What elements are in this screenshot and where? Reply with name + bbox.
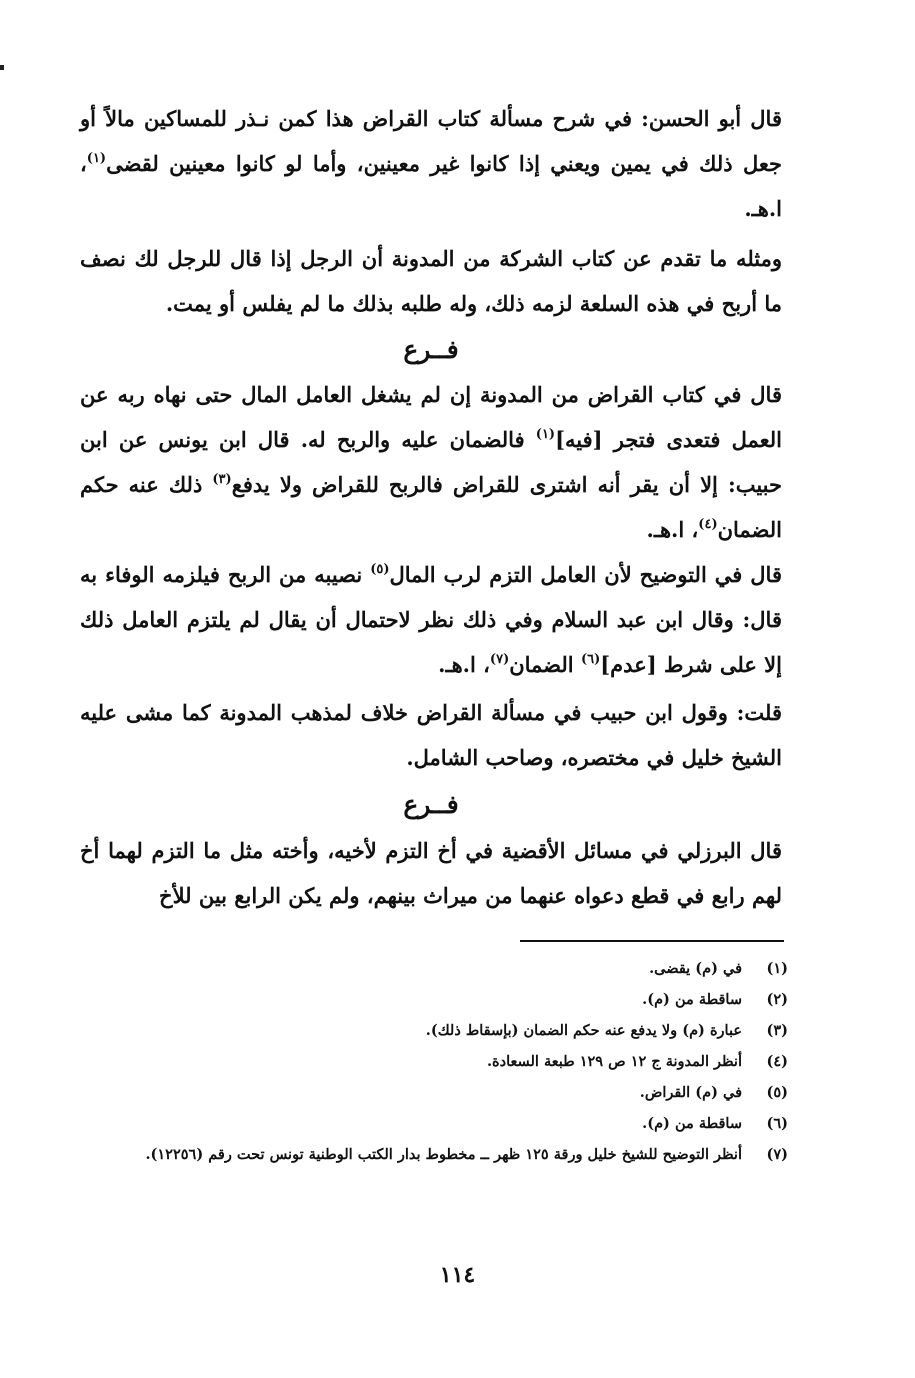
footnote-separator: [520, 940, 784, 942]
paragraph-1: [80, 96, 782, 231]
footnote-item: [60, 1108, 788, 1139]
footnote-ref-7: (٧): [489, 652, 510, 667]
paragraph-4-text-d: ، ا.هـ.: [438, 652, 490, 677]
footnote-text: ساقطة من (م).: [642, 1115, 742, 1132]
paragraph-4-text-c: الضمان: [509, 652, 581, 677]
footnote-number: (١): [766, 960, 788, 977]
scan-edge-mark: [0, 65, 4, 70]
footnotes-list: [60, 953, 788, 1170]
paragraph-3-text-c: ذلك عنه حكم الضمان: [80, 472, 782, 542]
footnote-ref-5: (٥): [370, 562, 390, 577]
paragraph-2: [80, 236, 782, 326]
footnote-ref-6: (٦): [580, 652, 601, 667]
footnote-text: عبارة (م) ولا يدفع عنه حكم الضمان (بإسقاط ذلك).: [425, 1022, 742, 1039]
paragraph-4-text-a: قال في التوضيح لأن العامل التزم لرب المال: [389, 562, 782, 587]
footnote-item: [60, 953, 788, 984]
section-heading-2: فــرع: [403, 790, 459, 819]
footnote-number: (٥): [766, 1084, 788, 1101]
paragraph-6: [80, 828, 782, 918]
footnote-number: (٧): [766, 1146, 788, 1163]
footnote-item: [60, 984, 788, 1015]
paragraph-3-text-d: ، ا.هـ.: [646, 517, 699, 542]
paragraph-3: [80, 372, 782, 552]
footnote-ref-3: (٣): [212, 472, 232, 487]
paragraph-2-text: ومثله ما تقدم عن كتاب الشركة من المدونة أن الرجل إذا قال للرجل لك نصف ما أربح في هذه السلعة لزمه ذلك، وله طلبه بذلك ما لم يفلس أو يمت.: [80, 246, 782, 316]
footnote-item: [60, 1046, 788, 1077]
footnote-ref-1b: (١): [535, 427, 556, 442]
section-heading-1: فــرع: [403, 335, 459, 364]
paragraph-5: [80, 690, 782, 780]
footnote-text: في (م) يقضى.: [649, 960, 742, 977]
paragraph-4-text-b: نصيبه من الربح فيلزمه الوفاء به قال: وقال ابن عبد السلام وفي ذلك نظر لاحتمال أن يقال لم يلتزم العامل ذلك إلا على شرط [عدم]: [80, 562, 782, 677]
footnote-text: أنظر المدونة ج ١٢ ص ١٢٩ طبعة السعادة.: [487, 1053, 742, 1070]
paragraph-6-text: قال البرزلي في مسائل الأقضية في أخ التزم لأخيه، وأخته مثل ما التزم لهما أخ لهم رابع في قطع دعواه عنهما من ميراث بينهم، ولم يكن الرابع بين للأخ: [80, 838, 782, 908]
footnote-ref-4: (٤): [698, 517, 718, 532]
paragraph-1-text-a: قال أبو الحسن: في شرح مسألة كتاب القراض هذا كمن نـذر للمساكين مالاً أو جعل ذلك في يمين ويعني إذا كانوا غير معينين، وأما لو كانوا معينين لقضى: [80, 106, 782, 176]
paragraph-1-text-b: ، ا.هـ.: [80, 151, 782, 221]
footnote-ref-1: (١): [86, 151, 107, 166]
footnote-text: أنظر التوضيح للشيخ خليل ورقة ١٢٥ ظهر ــ مخطوط بدار الكتب الوطنية تونس تحت رقم (١٢٢٥٦).: [145, 1146, 742, 1163]
footnote-number: (٣): [766, 1022, 788, 1039]
footnote-number: (٦): [766, 1115, 788, 1132]
paragraph-3-text-a: قال في كتاب القراض من المدونة إن لم يشغل العامل المال حتى نهاه ربه عن العمل فتعدى فتجر [فيه]: [80, 382, 782, 452]
footnote-number: (٤): [766, 1053, 788, 1070]
footnote-text: ساقطة من (م).: [642, 991, 742, 1008]
footnote-item: [60, 1077, 788, 1108]
footnote-item: [60, 1139, 788, 1170]
page-number: ١١٤: [439, 1262, 476, 1288]
footnote-number: (٢): [766, 991, 788, 1008]
paragraph-3-text-b: فالضمان عليه والربح له. قال ابن يونس عن ابن حبيب: إلا أن يقر أنه اشترى للقراض فالربح للقراض ولا يدفع: [80, 427, 782, 497]
paragraph-4: [80, 552, 782, 687]
footnote-text: في (م) القراض.: [639, 1084, 742, 1101]
paragraph-5-text: قلت: وقول ابن حبيب في مسألة القراض خلاف لمذهب المدونة كما مشى عليه الشيخ خليل في مختصره، وصاحب الشامل.: [80, 700, 782, 770]
footnote-item: [60, 1015, 788, 1046]
